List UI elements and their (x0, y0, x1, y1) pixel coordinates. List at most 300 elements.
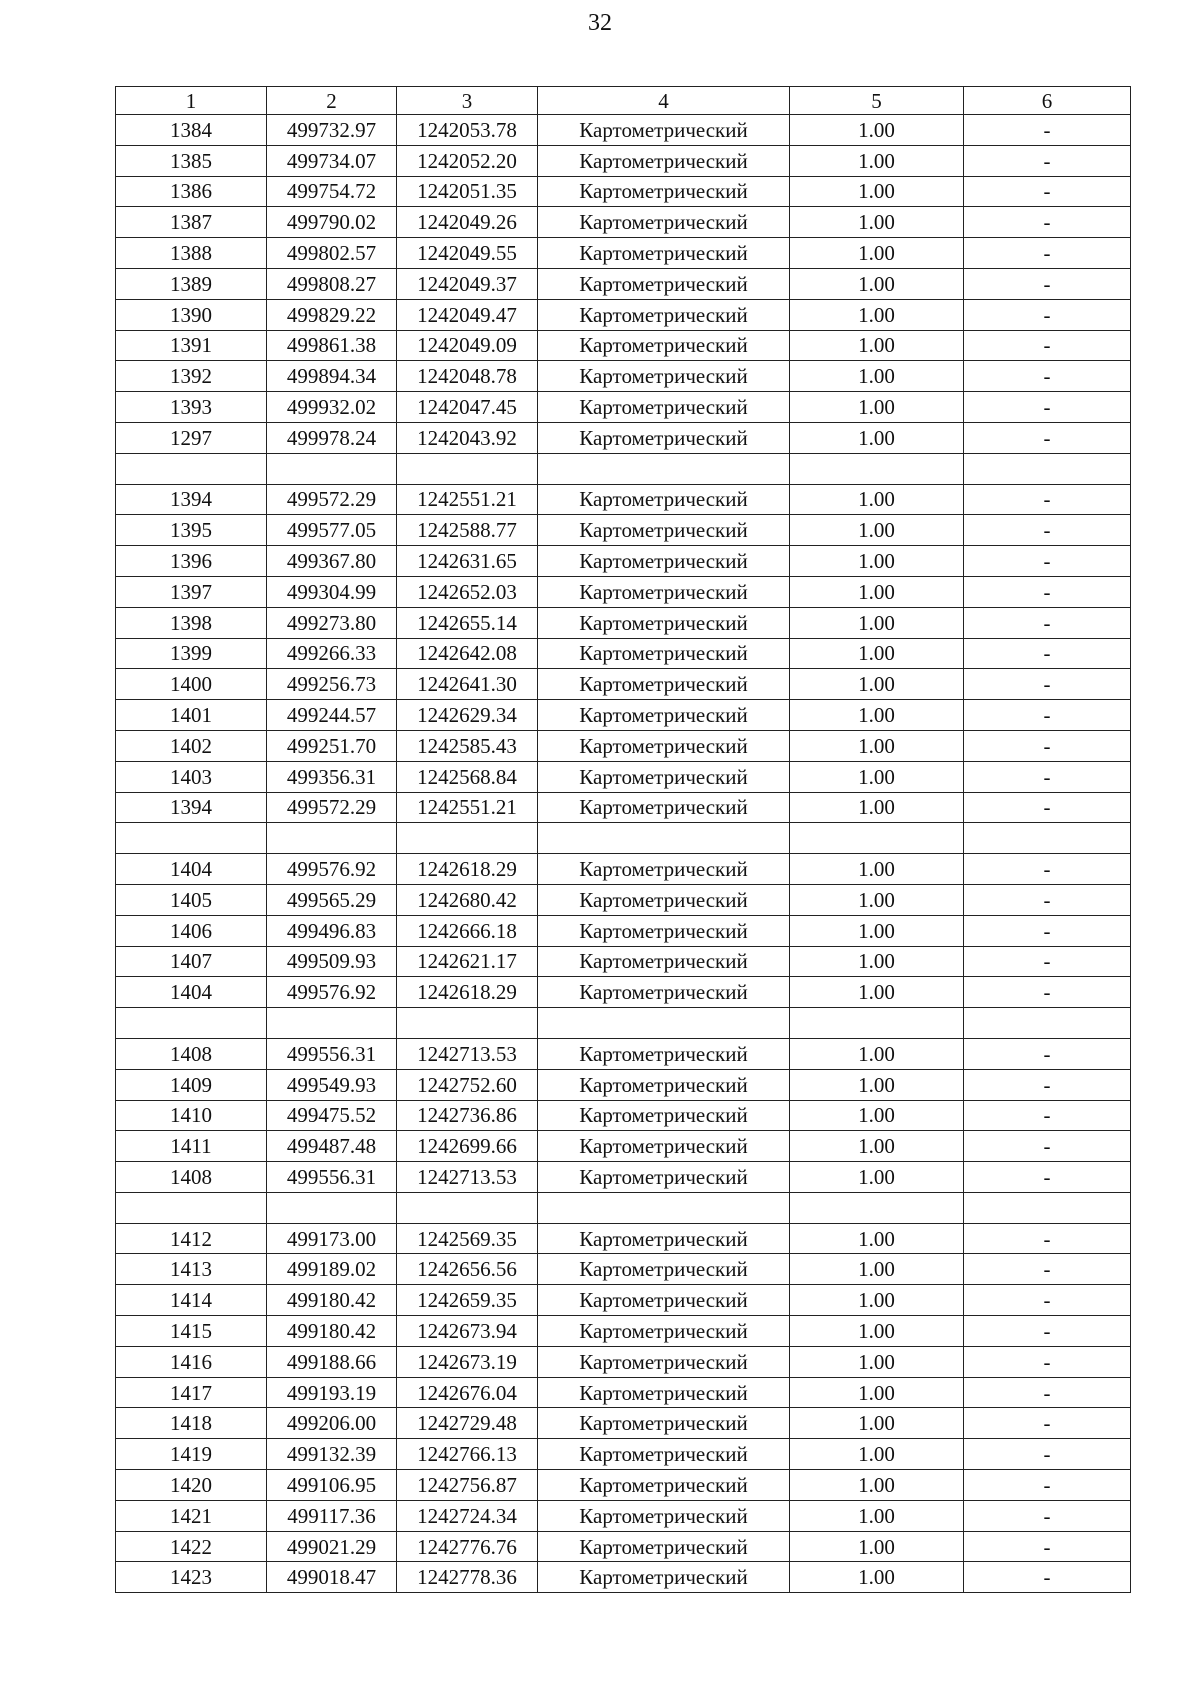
x-coordinate-cell: 499577.05 (267, 515, 397, 546)
point-number-cell: 1394 (116, 484, 267, 515)
accuracy-cell: 1.00 (790, 1069, 964, 1100)
point-number-cell: 1403 (116, 761, 267, 792)
accuracy-cell: 1.00 (790, 977, 964, 1008)
column-header: 1 (116, 87, 267, 115)
x-coordinate-cell: 499932.02 (267, 392, 397, 423)
point-number-cell: 1411 (116, 1131, 267, 1162)
method-cell: Картометрический (538, 1131, 790, 1162)
x-coordinate-cell: 499273.80 (267, 607, 397, 638)
accuracy-cell: 1.00 (790, 422, 964, 453)
x-coordinate-cell (267, 823, 397, 854)
y-coordinate-cell: 1242666.18 (397, 915, 538, 946)
accuracy-cell: 1.00 (790, 484, 964, 515)
accuracy-cell: 1.00 (790, 1377, 964, 1408)
note-cell: - (964, 854, 1131, 885)
accuracy-cell: 1.00 (790, 915, 964, 946)
table-row (116, 453, 1131, 484)
y-coordinate-cell: 1242766.13 (397, 1439, 538, 1470)
method-cell: Картометрический (538, 1223, 790, 1254)
note-cell: - (964, 1408, 1131, 1439)
table-row (116, 669, 1131, 700)
table-row (116, 422, 1131, 453)
table-row (116, 1439, 1131, 1470)
accuracy-cell: 1.00 (790, 115, 964, 146)
accuracy-cell: 1.00 (790, 1500, 964, 1531)
method-cell: Картометрический (538, 1100, 790, 1131)
table-row (116, 1162, 1131, 1193)
note-cell: - (964, 669, 1131, 700)
method-cell: Картометрический (538, 1439, 790, 1470)
table-row (116, 1562, 1131, 1593)
method-cell: Картометрический (538, 1408, 790, 1439)
x-coordinate-cell: 499565.29 (267, 884, 397, 915)
accuracy-cell: 1.00 (790, 1038, 964, 1069)
x-coordinate-cell: 499556.31 (267, 1162, 397, 1193)
method-cell: Картометрический (538, 977, 790, 1008)
x-coordinate-cell: 499173.00 (267, 1223, 397, 1254)
accuracy-cell: 1.00 (790, 1285, 964, 1316)
point-number-cell: 1400 (116, 669, 267, 700)
table-row (116, 854, 1131, 885)
y-coordinate-cell: 1242052.20 (397, 145, 538, 176)
x-coordinate-cell (267, 1192, 397, 1223)
note-cell (964, 823, 1131, 854)
point-number-cell: 1398 (116, 607, 267, 638)
table-row (116, 330, 1131, 361)
note-cell: - (964, 392, 1131, 423)
accuracy-cell: 1.00 (790, 638, 964, 669)
table-header-row (116, 87, 1131, 115)
y-coordinate-cell: 1242618.29 (397, 977, 538, 1008)
method-cell: Картометрический (538, 422, 790, 453)
point-number-cell: 1417 (116, 1377, 267, 1408)
point-number-cell: 1418 (116, 1408, 267, 1439)
point-number-cell: 1405 (116, 884, 267, 915)
point-number-cell: 1412 (116, 1223, 267, 1254)
accuracy-cell (790, 453, 964, 484)
note-cell: - (964, 1562, 1131, 1593)
method-cell: Картометрический (538, 361, 790, 392)
y-coordinate-cell: 1242659.35 (397, 1285, 538, 1316)
point-number-cell: 1409 (116, 1069, 267, 1100)
point-number-cell: 1419 (116, 1439, 267, 1470)
method-cell: Картометрический (538, 207, 790, 238)
table-row (116, 1008, 1131, 1039)
accuracy-cell: 1.00 (790, 145, 964, 176)
note-cell: - (964, 1470, 1131, 1501)
x-coordinate-cell: 499978.24 (267, 422, 397, 453)
accuracy-cell: 1.00 (790, 1562, 964, 1593)
table-row (116, 700, 1131, 731)
table-row (116, 761, 1131, 792)
y-coordinate-cell: 1242724.34 (397, 1500, 538, 1531)
accuracy-cell: 1.00 (790, 854, 964, 885)
method-cell: Картометрический (538, 1377, 790, 1408)
column-header: 6 (964, 87, 1131, 115)
table-row (116, 1223, 1131, 1254)
point-number-cell: 1393 (116, 392, 267, 423)
table-row (116, 946, 1131, 977)
note-cell: - (964, 915, 1131, 946)
x-coordinate-cell: 499734.07 (267, 145, 397, 176)
y-coordinate-cell: 1242631.65 (397, 546, 538, 577)
y-coordinate-cell: 1242049.55 (397, 238, 538, 269)
accuracy-cell: 1.00 (790, 361, 964, 392)
note-cell: - (964, 700, 1131, 731)
accuracy-cell: 1.00 (790, 576, 964, 607)
y-coordinate-cell: 1242588.77 (397, 515, 538, 546)
table-row (116, 1285, 1131, 1316)
note-cell: - (964, 268, 1131, 299)
x-coordinate-cell: 499244.57 (267, 700, 397, 731)
y-coordinate-cell (397, 453, 538, 484)
y-coordinate-cell: 1242043.92 (397, 422, 538, 453)
point-number-cell: 1420 (116, 1470, 267, 1501)
point-number-cell: 1404 (116, 854, 267, 885)
y-coordinate-cell: 1242047.45 (397, 392, 538, 423)
y-coordinate-cell: 1242713.53 (397, 1038, 538, 1069)
table-row (116, 1038, 1131, 1069)
column-header: 3 (397, 87, 538, 115)
x-coordinate-cell: 499802.57 (267, 238, 397, 269)
accuracy-cell: 1.00 (790, 392, 964, 423)
table-row (116, 1500, 1131, 1531)
method-cell: Картометрический (538, 330, 790, 361)
x-coordinate-cell: 499572.29 (267, 792, 397, 823)
note-cell: - (964, 1346, 1131, 1377)
accuracy-cell: 1.00 (790, 299, 964, 330)
y-coordinate-cell: 1242642.08 (397, 638, 538, 669)
point-number-cell: 1392 (116, 361, 267, 392)
accuracy-cell: 1.00 (790, 176, 964, 207)
note-cell: - (964, 977, 1131, 1008)
table-row (116, 299, 1131, 330)
y-coordinate-cell: 1242752.60 (397, 1069, 538, 1100)
x-coordinate-cell: 499894.34 (267, 361, 397, 392)
accuracy-cell: 1.00 (790, 207, 964, 238)
accuracy-cell: 1.00 (790, 238, 964, 269)
page-number: 32 (588, 10, 612, 36)
note-cell: - (964, 115, 1131, 146)
x-coordinate-cell: 499251.70 (267, 730, 397, 761)
point-number-cell: 1413 (116, 1254, 267, 1285)
point-number-cell (116, 453, 267, 484)
point-number-cell: 1389 (116, 268, 267, 299)
method-cell: Картометрический (538, 1254, 790, 1285)
method-cell: Картометрический (538, 1162, 790, 1193)
method-cell: Картометрический (538, 484, 790, 515)
y-coordinate-cell: 1242729.48 (397, 1408, 538, 1439)
accuracy-cell: 1.00 (790, 700, 964, 731)
y-coordinate-cell: 1242680.42 (397, 884, 538, 915)
table-row (116, 268, 1131, 299)
note-cell: - (964, 176, 1131, 207)
note-cell: - (964, 607, 1131, 638)
point-number-cell: 1391 (116, 330, 267, 361)
table-row (116, 792, 1131, 823)
table-row (116, 607, 1131, 638)
note-cell: - (964, 1500, 1131, 1531)
y-coordinate-cell: 1242551.21 (397, 792, 538, 823)
table-body (116, 115, 1131, 1593)
point-number-cell: 1414 (116, 1285, 267, 1316)
x-coordinate-cell: 499018.47 (267, 1562, 397, 1593)
method-cell: Картометрический (538, 145, 790, 176)
table-row (116, 515, 1131, 546)
method-cell: Картометрический (538, 392, 790, 423)
x-coordinate-cell: 499021.29 (267, 1531, 397, 1562)
note-cell: - (964, 299, 1131, 330)
accuracy-cell: 1.00 (790, 946, 964, 977)
method-cell: Картометрический (538, 238, 790, 269)
y-coordinate-cell: 1242629.34 (397, 700, 538, 731)
table-row (116, 576, 1131, 607)
note-cell: - (964, 946, 1131, 977)
accuracy-cell: 1.00 (790, 1408, 964, 1439)
x-coordinate-cell: 499367.80 (267, 546, 397, 577)
table-row (116, 1100, 1131, 1131)
method-cell: Картометрический (538, 761, 790, 792)
y-coordinate-cell: 1242585.43 (397, 730, 538, 761)
y-coordinate-cell: 1242049.09 (397, 330, 538, 361)
y-coordinate-cell: 1242621.17 (397, 946, 538, 977)
table-row (116, 207, 1131, 238)
table-row (116, 884, 1131, 915)
accuracy-cell: 1.00 (790, 792, 964, 823)
x-coordinate-cell: 499356.31 (267, 761, 397, 792)
method-cell: Картометрический (538, 884, 790, 915)
method-cell (538, 453, 790, 484)
note-cell: - (964, 576, 1131, 607)
method-cell: Картометрический (538, 638, 790, 669)
point-number-cell: 1408 (116, 1162, 267, 1193)
table-row (116, 1192, 1131, 1223)
y-coordinate-cell: 1242673.19 (397, 1346, 538, 1377)
method-cell: Картометрический (538, 115, 790, 146)
accuracy-cell: 1.00 (790, 268, 964, 299)
note-cell: - (964, 1223, 1131, 1254)
x-coordinate-cell: 499256.73 (267, 669, 397, 700)
y-coordinate-cell: 1242551.21 (397, 484, 538, 515)
note-cell: - (964, 422, 1131, 453)
accuracy-cell: 1.00 (790, 1162, 964, 1193)
accuracy-cell: 1.00 (790, 884, 964, 915)
point-number-cell: 1384 (116, 115, 267, 146)
accuracy-cell: 1.00 (790, 1131, 964, 1162)
accuracy-cell: 1.00 (790, 761, 964, 792)
note-cell: - (964, 761, 1131, 792)
table-row (116, 1254, 1131, 1285)
note-cell: - (964, 730, 1131, 761)
x-coordinate-cell: 499576.92 (267, 854, 397, 885)
note-cell: - (964, 1316, 1131, 1347)
point-number-cell: 1406 (116, 915, 267, 946)
table-row (116, 115, 1131, 146)
point-number-cell: 1421 (116, 1500, 267, 1531)
point-number-cell: 1415 (116, 1316, 267, 1347)
table-row (116, 546, 1131, 577)
accuracy-cell (790, 823, 964, 854)
accuracy-cell: 1.00 (790, 1470, 964, 1501)
note-cell: - (964, 1038, 1131, 1069)
coordinates-table (115, 86, 1131, 1593)
method-cell (538, 823, 790, 854)
x-coordinate-cell (267, 453, 397, 484)
y-coordinate-cell: 1242778.36 (397, 1562, 538, 1593)
table-row (116, 1470, 1131, 1501)
note-cell (964, 1192, 1131, 1223)
note-cell: - (964, 884, 1131, 915)
y-coordinate-cell (397, 1192, 538, 1223)
x-coordinate-cell: 499304.99 (267, 576, 397, 607)
accuracy-cell (790, 1192, 964, 1223)
point-number-cell (116, 1192, 267, 1223)
note-cell: - (964, 484, 1131, 515)
x-coordinate-cell: 499132.39 (267, 1439, 397, 1470)
y-coordinate-cell: 1242049.47 (397, 299, 538, 330)
x-coordinate-cell (267, 1008, 397, 1039)
accuracy-cell: 1.00 (790, 669, 964, 700)
point-number-cell: 1416 (116, 1346, 267, 1377)
note-cell: - (964, 145, 1131, 176)
x-coordinate-cell: 499496.83 (267, 915, 397, 946)
point-number-cell (116, 823, 267, 854)
table-row (116, 730, 1131, 761)
method-cell: Картометрический (538, 1562, 790, 1593)
x-coordinate-cell: 499732.97 (267, 115, 397, 146)
accuracy-cell: 1.00 (790, 1254, 964, 1285)
point-number-cell: 1385 (116, 145, 267, 176)
note-cell (964, 453, 1131, 484)
table-row (116, 1316, 1131, 1347)
x-coordinate-cell: 499206.00 (267, 1408, 397, 1439)
y-coordinate-cell: 1242641.30 (397, 669, 538, 700)
y-coordinate-cell (397, 823, 538, 854)
point-number-cell: 1410 (116, 1100, 267, 1131)
method-cell: Картометрический (538, 268, 790, 299)
y-coordinate-cell: 1242569.35 (397, 1223, 538, 1254)
note-cell: - (964, 1131, 1131, 1162)
note-cell: - (964, 1162, 1131, 1193)
y-coordinate-cell: 1242652.03 (397, 576, 538, 607)
table-row (116, 823, 1131, 854)
note-cell: - (964, 1100, 1131, 1131)
y-coordinate-cell: 1242676.04 (397, 1377, 538, 1408)
point-number-cell: 1402 (116, 730, 267, 761)
point-number-cell: 1297 (116, 422, 267, 453)
note-cell: - (964, 361, 1131, 392)
y-coordinate-cell: 1242713.53 (397, 1162, 538, 1193)
table-row (116, 977, 1131, 1008)
method-cell: Картометрический (538, 576, 790, 607)
x-coordinate-cell: 499266.33 (267, 638, 397, 669)
point-number-cell: 1422 (116, 1531, 267, 1562)
accuracy-cell: 1.00 (790, 1346, 964, 1377)
table-row (116, 1069, 1131, 1100)
point-number-cell: 1390 (116, 299, 267, 330)
y-coordinate-cell: 1242618.29 (397, 854, 538, 885)
method-cell: Картометрический (538, 915, 790, 946)
x-coordinate-cell: 499861.38 (267, 330, 397, 361)
accuracy-cell: 1.00 (790, 1531, 964, 1562)
point-number-cell: 1394 (116, 792, 267, 823)
column-header: 4 (538, 87, 790, 115)
x-coordinate-cell: 499475.52 (267, 1100, 397, 1131)
x-coordinate-cell: 499189.02 (267, 1254, 397, 1285)
accuracy-cell: 1.00 (790, 1439, 964, 1470)
table-row (116, 638, 1131, 669)
point-number-cell: 1396 (116, 546, 267, 577)
method-cell: Картометрический (538, 1531, 790, 1562)
x-coordinate-cell: 499790.02 (267, 207, 397, 238)
method-cell: Картометрический (538, 546, 790, 577)
table-row (116, 1131, 1131, 1162)
method-cell: Картометрический (538, 1069, 790, 1100)
note-cell: - (964, 1377, 1131, 1408)
y-coordinate-cell: 1242568.84 (397, 761, 538, 792)
y-coordinate-cell: 1242756.87 (397, 1470, 538, 1501)
method-cell: Картометрический (538, 700, 790, 731)
method-cell: Картометрический (538, 607, 790, 638)
note-cell: - (964, 792, 1131, 823)
x-coordinate-cell: 499487.48 (267, 1131, 397, 1162)
table-row (116, 145, 1131, 176)
y-coordinate-cell: 1242656.56 (397, 1254, 538, 1285)
point-number-cell: 1404 (116, 977, 267, 1008)
method-cell: Картометрический (538, 792, 790, 823)
note-cell: - (964, 515, 1131, 546)
note-cell: - (964, 1285, 1131, 1316)
accuracy-cell: 1.00 (790, 546, 964, 577)
accuracy-cell: 1.00 (790, 1100, 964, 1131)
accuracy-cell: 1.00 (790, 330, 964, 361)
y-coordinate-cell: 1242051.35 (397, 176, 538, 207)
method-cell: Картометрический (538, 854, 790, 885)
point-number-cell: 1423 (116, 1562, 267, 1593)
x-coordinate-cell: 499106.95 (267, 1470, 397, 1501)
method-cell: Картометрический (538, 730, 790, 761)
note-cell (964, 1008, 1131, 1039)
table-row (116, 361, 1131, 392)
point-number-cell: 1388 (116, 238, 267, 269)
method-cell: Картометрический (538, 1038, 790, 1069)
method-cell: Картометрический (538, 669, 790, 700)
table-row (116, 238, 1131, 269)
note-cell: - (964, 238, 1131, 269)
x-coordinate-cell: 499576.92 (267, 977, 397, 1008)
y-coordinate-cell: 1242049.37 (397, 268, 538, 299)
note-cell: - (964, 638, 1131, 669)
y-coordinate-cell: 1242699.66 (397, 1131, 538, 1162)
method-cell: Картометрический (538, 1316, 790, 1347)
x-coordinate-cell: 499188.66 (267, 1346, 397, 1377)
method-cell: Картометрический (538, 176, 790, 207)
note-cell: - (964, 1069, 1131, 1100)
y-coordinate-cell: 1242736.86 (397, 1100, 538, 1131)
x-coordinate-cell: 499117.36 (267, 1500, 397, 1531)
point-number-cell: 1395 (116, 515, 267, 546)
table-row (116, 392, 1131, 423)
x-coordinate-cell: 499808.27 (267, 268, 397, 299)
method-cell: Картометрический (538, 1346, 790, 1377)
note-cell: - (964, 1531, 1131, 1562)
accuracy-cell (790, 1008, 964, 1039)
note-cell: - (964, 1439, 1131, 1470)
method-cell: Картометрический (538, 1285, 790, 1316)
x-coordinate-cell: 499556.31 (267, 1038, 397, 1069)
y-coordinate-cell: 1242673.94 (397, 1316, 538, 1347)
method-cell: Картометрический (538, 1470, 790, 1501)
